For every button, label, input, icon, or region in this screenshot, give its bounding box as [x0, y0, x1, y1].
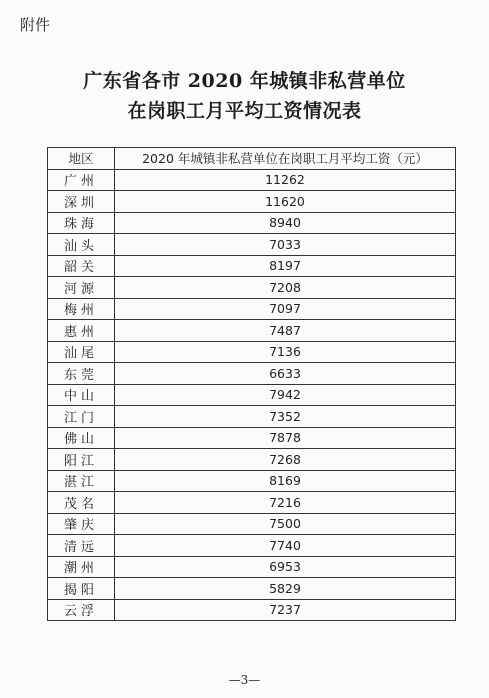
region-cell: 湛江	[48, 470, 115, 492]
region-cell: 茂名	[48, 492, 115, 514]
wage-cell: 7878	[115, 427, 456, 449]
region-cell: 深圳	[48, 191, 115, 213]
table-row	[48, 212, 456, 234]
region-cell: 广州	[48, 169, 115, 191]
wage-cell: 8940	[115, 212, 456, 234]
table-row	[48, 384, 456, 406]
table-row	[48, 234, 456, 256]
wage-cell: 7237	[115, 599, 456, 621]
wage-cell: 7216	[115, 492, 456, 514]
region-cell: 汕头	[48, 234, 115, 256]
attachment-label: 附件	[20, 16, 51, 34]
table-row	[48, 320, 456, 342]
table-row	[48, 341, 456, 363]
wage-cell: 6953	[115, 556, 456, 578]
table-header-row	[48, 148, 456, 170]
table-row	[48, 298, 456, 320]
page-title-line1: 广东省各市 2020 年城镇非私营单位	[83, 70, 406, 92]
region-cell: 中山	[48, 384, 115, 406]
wage-cell: 7033	[115, 234, 456, 256]
region-cell: 河源	[48, 277, 115, 299]
wage-cell: 7097	[115, 298, 456, 320]
region-cell: 梅州	[48, 298, 115, 320]
table-row	[48, 449, 456, 471]
table-row	[48, 578, 456, 600]
wage-cell: 7136	[115, 341, 456, 363]
wage-cell: 5829	[115, 578, 456, 600]
region-cell: 东莞	[48, 363, 115, 385]
region-cell: 云浮	[48, 599, 115, 621]
region-cell: 佛山	[48, 427, 115, 449]
table-row	[48, 255, 456, 277]
header-region: 地区	[48, 148, 115, 170]
wage-cell: 7268	[115, 449, 456, 471]
header-wage: 2020 年城镇非私营单位在岗职工月平均工资（元）	[115, 148, 456, 170]
table-row	[48, 277, 456, 299]
region-cell: 惠州	[48, 320, 115, 342]
region-cell: 阳江	[48, 449, 115, 471]
table-row	[48, 406, 456, 428]
region-cell: 韶关	[48, 255, 115, 277]
wage-table	[47, 147, 456, 621]
table-row	[48, 363, 456, 385]
wage-cell: 7487	[115, 320, 456, 342]
table-row	[48, 427, 456, 449]
region-cell: 潮州	[48, 556, 115, 578]
table-row	[48, 492, 456, 514]
table-body	[48, 169, 456, 621]
region-cell: 肇庆	[48, 513, 115, 535]
table-row	[48, 599, 456, 621]
wage-cell: 6633	[115, 363, 456, 385]
region-cell: 揭阳	[48, 578, 115, 600]
region-cell: 清远	[48, 535, 115, 557]
wage-cell: 7740	[115, 535, 456, 557]
table-row	[48, 513, 456, 535]
table-row	[48, 535, 456, 557]
wage-cell: 7500	[115, 513, 456, 535]
region-cell: 汕尾	[48, 341, 115, 363]
table-row	[48, 556, 456, 578]
table-row	[48, 470, 456, 492]
wage-cell: 8197	[115, 255, 456, 277]
wage-cell: 11620	[115, 191, 456, 213]
wage-cell: 7942	[115, 384, 456, 406]
page-title-line2: 在岗职工月平均工资情况表	[127, 100, 362, 122]
wage-cell: 7352	[115, 406, 456, 428]
wage-cell: 8169	[115, 470, 456, 492]
region-cell: 珠海	[48, 212, 115, 234]
wage-cell: 7208	[115, 277, 456, 299]
table-row	[48, 191, 456, 213]
region-cell: 江门	[48, 406, 115, 428]
page-number: —3—	[228, 673, 261, 687]
table-row	[48, 169, 456, 191]
wage-cell: 11262	[115, 169, 456, 191]
